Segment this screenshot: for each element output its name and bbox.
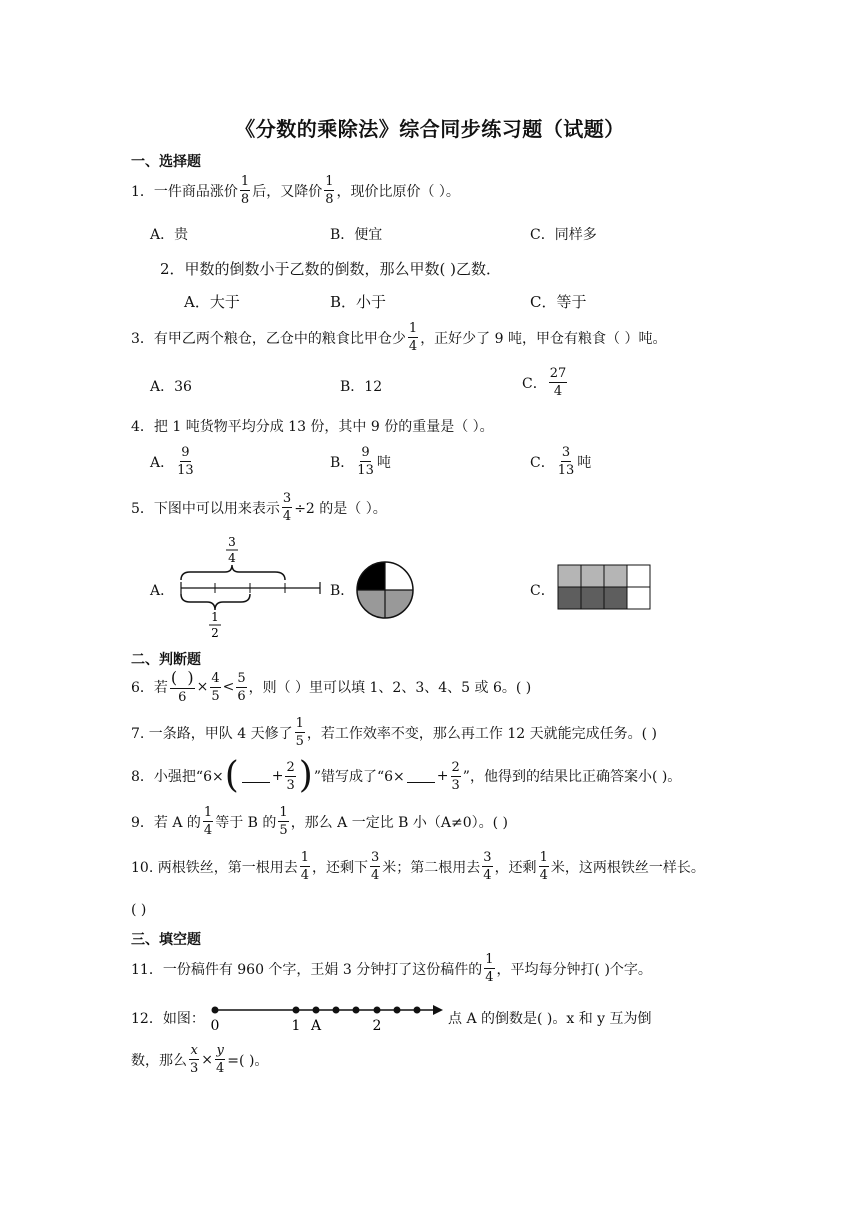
q7-text-2: ，若工作效率不变，那么再工作 12 天就能完成任务。( ) (306, 725, 657, 742)
number-line-label-0: 0 (210, 1018, 220, 1034)
q4-option-b-fraction: $\frac{9}{13}$ (357, 445, 374, 478)
q7-text-1: 7. 一条路，甲队 4 天修了 (131, 725, 293, 742)
figure-a-top-brace (181, 565, 285, 580)
q1-text-3: ，现价比原价（ ）。 (336, 183, 460, 200)
page-title: 《分数的乘除法》综合同步练习题（试题） (235, 117, 625, 141)
question-8: 8．小强把“6× ( + $\frac{2}{3}$ ) ”错写成了“6× + $\frac{2}{3}$ ”，他得到的结果比正确答案小( )。 (131, 755, 682, 796)
q1-number: 1． (131, 183, 154, 200)
q12-fraction-x: $\frac{x}{3}$ (190, 1043, 199, 1076)
q2-option-c: C．等于 (530, 293, 587, 311)
question-1 (131, 175, 460, 206)
q5-figure-c-grid (557, 564, 653, 612)
q10-answer-blank: ( ) (131, 902, 147, 918)
question-9 (131, 806, 508, 837)
figure-a-bottom-denominator: 2 (211, 626, 219, 640)
q10-text-3: 米；第二根用去 (382, 859, 481, 876)
q5-text-2: ÷2 的是（ ）。 (294, 500, 387, 517)
section-heading-judgement: 二、判断题 (131, 652, 201, 668)
q12-text-2: 点 A 的倒数是( )。x 和 y 互为倒 (448, 1011, 652, 1027)
q8-fraction-1: $\frac{2}{3}$ (286, 759, 295, 793)
q5-text-1: 5．下图中可以用来表示 (131, 500, 280, 517)
q12-line-2: 数，那么 $\frac{x}{3}$ × $\frac{y}{4}$ =( )。 (131, 1043, 269, 1076)
q6-fraction-3: $\frac{5}{6}$ (237, 670, 246, 704)
q12-text-3: 数，那么 (131, 1052, 187, 1069)
q10-text-1: 10. 两根铁丝，第一根用去 (131, 859, 298, 876)
number-line-label-a: A (310, 1018, 322, 1034)
q1-fraction-2: $\frac{1}{8}$ (325, 174, 334, 207)
q10-text-5: 米，这两根铁丝一样长。 (550, 859, 705, 876)
q6-fraction-blank: $\frac{( )}{6}$ (170, 668, 194, 705)
q4-option-a: A． $\frac{9}{13}$ (150, 445, 194, 478)
q1-option-c: C．同样多 (530, 227, 597, 243)
q5-figure-b-circle (355, 560, 415, 620)
q10-fraction-4: $\frac{1}{4}$ (539, 850, 548, 883)
q1-fraction-1: $\frac{1}{8}$ (240, 174, 250, 207)
q2-option-b: B．小于 (330, 293, 387, 311)
q12-fraction-y: $\frac{y}{4}$ (216, 1043, 225, 1076)
number-line-arrow-icon (433, 1005, 443, 1015)
number-line-label-2: 2 (372, 1018, 382, 1034)
q4-option-a-fraction: $\frac{9}{13}$ (177, 445, 194, 478)
q2-option-a: A．大于 (184, 293, 240, 311)
q9-text-1: 9．若 A 的 (131, 814, 201, 831)
q10-fraction-1: $\frac{1}{4}$ (300, 850, 309, 883)
q9-text-3: ，那么 A 一定比 B 小（A≠0）。( ) (290, 814, 509, 831)
q6-text-1: 6．若 (131, 680, 168, 696)
q9-fraction-2: $\frac{1}{5}$ (279, 805, 288, 838)
question-12-label: 12．如图： (131, 1011, 205, 1027)
q7-fraction: $\frac{1}{5}$ (295, 716, 304, 749)
q11-fraction: $\frac{1}{4}$ (485, 952, 494, 985)
q3-fraction: $\frac{1}{4}$ (408, 321, 418, 354)
question-3 (131, 322, 666, 353)
figure-a-bottom-brace (181, 594, 250, 610)
q3-option-a: A．36 (150, 379, 192, 395)
section-heading-choice: 一、选择题 (131, 154, 201, 170)
q3-option-c: C． $\frac{27}{4}$ (522, 366, 567, 399)
question-5 (131, 492, 387, 523)
q5-option-a-label: A． (150, 583, 175, 599)
q5-option-b-label: B． (330, 583, 355, 599)
question-4: 4．把 1 吨货物平均分成 13 份，其中 9 份的重量是（ ）。 (131, 419, 494, 435)
section-heading-fill-in: 三、填空题 (131, 932, 201, 948)
question-2: 2．甲数的倒数小于乙数的倒数，那么甲数( )乙数． (160, 260, 502, 278)
q4-option-c: C． $\frac{3}{13}$ 吨 (530, 445, 592, 478)
question-10 (131, 851, 705, 882)
question-11 (131, 953, 652, 984)
q4-option-b: B． $\frac{9}{13}$ 吨 (330, 445, 391, 478)
q8-blank-1 (242, 770, 270, 783)
q1-text-1: 一件商品涨价 (153, 183, 238, 200)
q8-blank-2 (407, 770, 435, 783)
q1-text-2: 后，又降价 (252, 183, 323, 200)
number-line-label-1: 1 (291, 1018, 301, 1034)
question-6: 6．若 $\frac{( )}{6}$ × $\frac{4}{5}$ < $\frac{5}{6}$ ，则（ ）里可以填 1、2、3、4、5 或 6。( ) (131, 668, 532, 705)
q5-figure-a-segment-diagram (170, 532, 330, 642)
question-7 (131, 717, 657, 748)
q10-text-4: ，还剩 (494, 859, 537, 876)
q1-option-a: A．贵 (150, 227, 189, 243)
q8-text-3: ”，他得到的结果比正确答案小( )。 (462, 769, 682, 785)
q10-fraction-3: $\frac{3}{4}$ (483, 850, 492, 883)
q6-fraction-2: $\frac{4}{5}$ (211, 670, 220, 704)
q8-text-1: 8．小强把“6× (131, 769, 224, 785)
q11-text-1: 11．一份稿件有 960 个字，王娟 3 分钟打了这份稿件的 (131, 961, 483, 978)
q9-text-2: 等于 B 的 (215, 814, 277, 831)
q10-fraction-2: $\frac{3}{4}$ (371, 850, 380, 883)
q3-text-2: ，正好少了 9 吨，甲仓有粮食（ ）吨。 (420, 330, 667, 347)
q10-text-2: ，还剩下 (312, 859, 368, 876)
q6-text-2: ，则（ ）里可以填 1、2、3、4、5 或 6。( ) (248, 680, 532, 696)
q1-option-b: B．便宜 (330, 227, 383, 243)
figure-a-top-denominator: 4 (228, 551, 236, 565)
q12-text-4: =( )。 (227, 1052, 269, 1069)
q3-option-c-fraction: $\frac{27}{4}$ (549, 366, 567, 399)
q5-option-c-label: C． (530, 583, 555, 599)
q4-option-c-fraction: $\frac{3}{13}$ (557, 445, 575, 478)
q3-option-b: B．12 (340, 379, 383, 395)
q9-fraction-1: $\frac{1}{4}$ (203, 805, 213, 838)
q5-fraction: $\frac{3}{4}$ (282, 491, 292, 524)
figure-a-top-numerator: 3 (228, 535, 236, 549)
q3-text-1: 3．有甲乙两个粮仓，乙仓中的粮食比甲仓少 (131, 330, 406, 347)
figure-a-bottom-numerator: 1 (211, 610, 219, 624)
q8-text-2: ”错写成了“6× (313, 769, 405, 785)
q11-text-2: ，平均每分钟打( )个字。 (496, 961, 652, 978)
q12-number-line (205, 1000, 445, 1034)
q8-fraction-2: $\frac{2}{3}$ (451, 759, 460, 793)
